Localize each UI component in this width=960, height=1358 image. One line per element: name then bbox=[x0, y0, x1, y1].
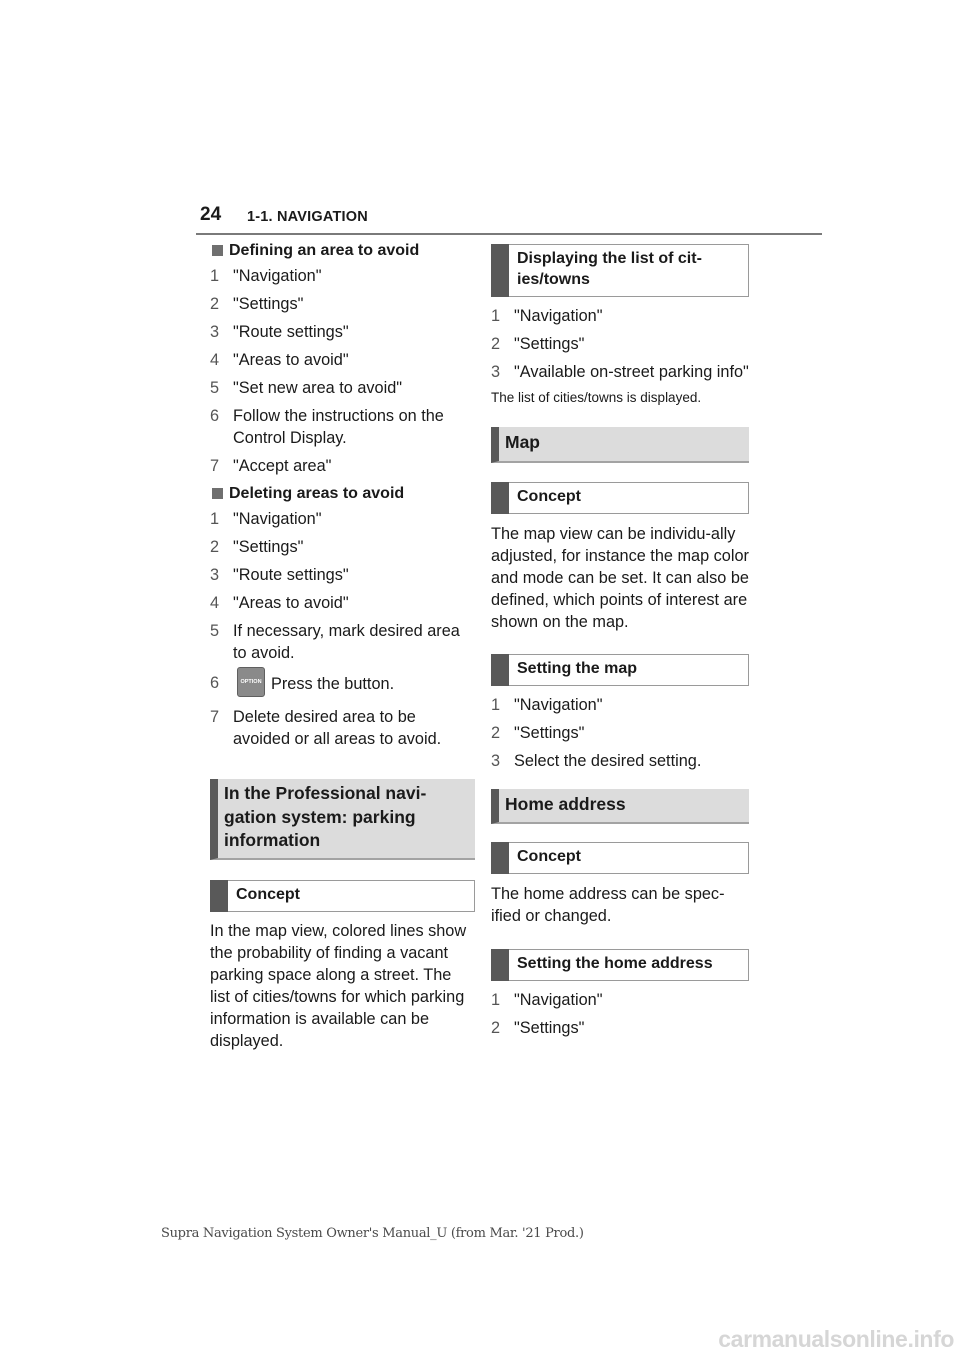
step-item bbox=[210, 377, 475, 399]
step-press-option bbox=[210, 672, 475, 697]
section-title: 1-1. NAVIGATION bbox=[247, 209, 368, 225]
step-number: 3 bbox=[210, 566, 220, 584]
left-column bbox=[210, 240, 475, 1052]
footer-manual-title: Supra Navigation System Owner's Manual_U (from Mar. '21 Prod.) bbox=[161, 1226, 584, 1241]
subheading-define-area: Defining an area to avoid bbox=[210, 240, 475, 262]
step-item bbox=[210, 265, 475, 287]
map-concept-text: The map view can be individu-ally adjusted, for instance the map color and mode can be set. It can also be defined, which points of interest are shown on the map. bbox=[491, 524, 749, 631]
step-number: 3 bbox=[210, 323, 220, 341]
step-number: 5 bbox=[210, 379, 220, 397]
step-number: 7 bbox=[210, 708, 220, 726]
step-text: Press the button. bbox=[271, 674, 395, 693]
subheading-delete-areas: Deleting areas to avoid bbox=[210, 483, 475, 505]
square-bullet-icon bbox=[212, 245, 223, 256]
step-number: 4 bbox=[210, 351, 220, 369]
heading-home-address: Home address bbox=[491, 789, 749, 825]
heading-setting-home: Setting the home address bbox=[491, 949, 749, 981]
step-number: 1 bbox=[210, 510, 220, 528]
step-text: "Navigation" bbox=[514, 307, 603, 325]
parking-concept-text: In the map view, colored lines show the probability of finding a vacant parking space along a street. The list of cities/towns for which parking information is available can be displayed. bbox=[210, 921, 467, 1050]
step-text: "Settings" bbox=[514, 1019, 585, 1037]
step-number: 3 bbox=[491, 751, 501, 770]
step-number: 4 bbox=[210, 594, 220, 612]
home-concept-text: The home address can be spec-ified or changed. bbox=[491, 885, 725, 925]
heading-concept: Concept bbox=[210, 880, 475, 912]
header-rule bbox=[196, 233, 822, 235]
step-number: 5 bbox=[210, 622, 220, 640]
step-item bbox=[210, 536, 475, 558]
step-text: "Settings" bbox=[514, 723, 585, 742]
step-text: "Navigation" bbox=[514, 991, 603, 1009]
step-item bbox=[491, 722, 749, 744]
step-text: "Route settings" bbox=[233, 323, 349, 341]
heading-map: Map bbox=[491, 427, 749, 463]
step-item bbox=[210, 508, 475, 530]
step-item bbox=[491, 694, 749, 716]
watermark: carmanualsonline.info bbox=[718, 1326, 954, 1352]
heading-concept: Concept bbox=[491, 842, 749, 874]
step-number: 2 bbox=[210, 295, 220, 313]
home-steps bbox=[491, 989, 749, 1039]
heading-setting-map: Setting the map bbox=[491, 654, 749, 686]
step-delete bbox=[210, 706, 475, 750]
step-number: 6 bbox=[210, 407, 220, 425]
step-text: "Set new area to avoid" bbox=[233, 379, 403, 397]
step-item bbox=[210, 349, 475, 371]
step-number: 2 bbox=[491, 335, 501, 353]
step-text: "Accept area" bbox=[233, 457, 332, 475]
step-text: "Navigation" bbox=[233, 267, 322, 285]
step-item bbox=[210, 620, 475, 664]
step-number: 1 bbox=[210, 267, 220, 285]
delete-steps bbox=[210, 508, 475, 664]
step-text: "Settings" bbox=[514, 335, 585, 353]
step-number: 2 bbox=[491, 723, 501, 742]
step-text: "Navigation" bbox=[514, 695, 603, 714]
step-number: 3 bbox=[491, 363, 501, 381]
heading-parking-info: In the Professional navi-gation system: parking information bbox=[210, 779, 475, 860]
step-text: Follow the instructions on the Control Display. bbox=[233, 407, 444, 447]
step-item bbox=[491, 750, 749, 772]
list-steps bbox=[491, 305, 749, 383]
step-number: 1 bbox=[491, 991, 501, 1009]
step-text: Delete desired area to be avoided or all areas to avoid. bbox=[233, 708, 442, 748]
step-number: 1 bbox=[491, 695, 501, 714]
step-item bbox=[210, 321, 475, 343]
step-text: "Areas to avoid" bbox=[233, 594, 349, 612]
step-text: If necessary, mark desired area to avoid. bbox=[233, 622, 460, 662]
step-number: 2 bbox=[210, 538, 220, 556]
heading-list-cities: Displaying the list of cit-ies/towns bbox=[491, 244, 749, 297]
step-item bbox=[210, 455, 475, 477]
step-item bbox=[210, 564, 475, 586]
step-item bbox=[491, 333, 749, 355]
square-bullet-icon bbox=[212, 488, 223, 499]
step-text: "Settings" bbox=[233, 538, 304, 556]
step-item bbox=[491, 361, 749, 383]
step-text: "Areas to avoid" bbox=[233, 351, 349, 369]
step-number: 6 bbox=[210, 674, 220, 692]
define-steps bbox=[210, 265, 475, 477]
step-item bbox=[491, 1017, 749, 1039]
step-item bbox=[491, 305, 749, 327]
step-text: "Navigation" bbox=[233, 510, 322, 528]
step-number: 1 bbox=[491, 307, 501, 325]
step-item bbox=[210, 293, 475, 315]
step-number: 2 bbox=[491, 1019, 501, 1037]
right-column bbox=[491, 244, 749, 1045]
step-text: "Available on-street parking info" bbox=[514, 363, 749, 381]
list-note: The list of cities/towns is displayed. bbox=[491, 390, 702, 405]
step-text: "Settings" bbox=[233, 295, 304, 313]
heading-concept: Concept bbox=[491, 482, 749, 514]
page-number: 24 bbox=[200, 204, 222, 225]
step-item bbox=[210, 592, 475, 614]
step-text: Select the desired setting. bbox=[514, 751, 702, 770]
map-steps bbox=[491, 694, 749, 772]
step-item bbox=[491, 989, 749, 1011]
option-button-icon: OPTION bbox=[237, 667, 265, 697]
step-text: "Route settings" bbox=[233, 566, 349, 584]
step-number: 7 bbox=[210, 457, 220, 475]
step-item bbox=[210, 405, 475, 449]
